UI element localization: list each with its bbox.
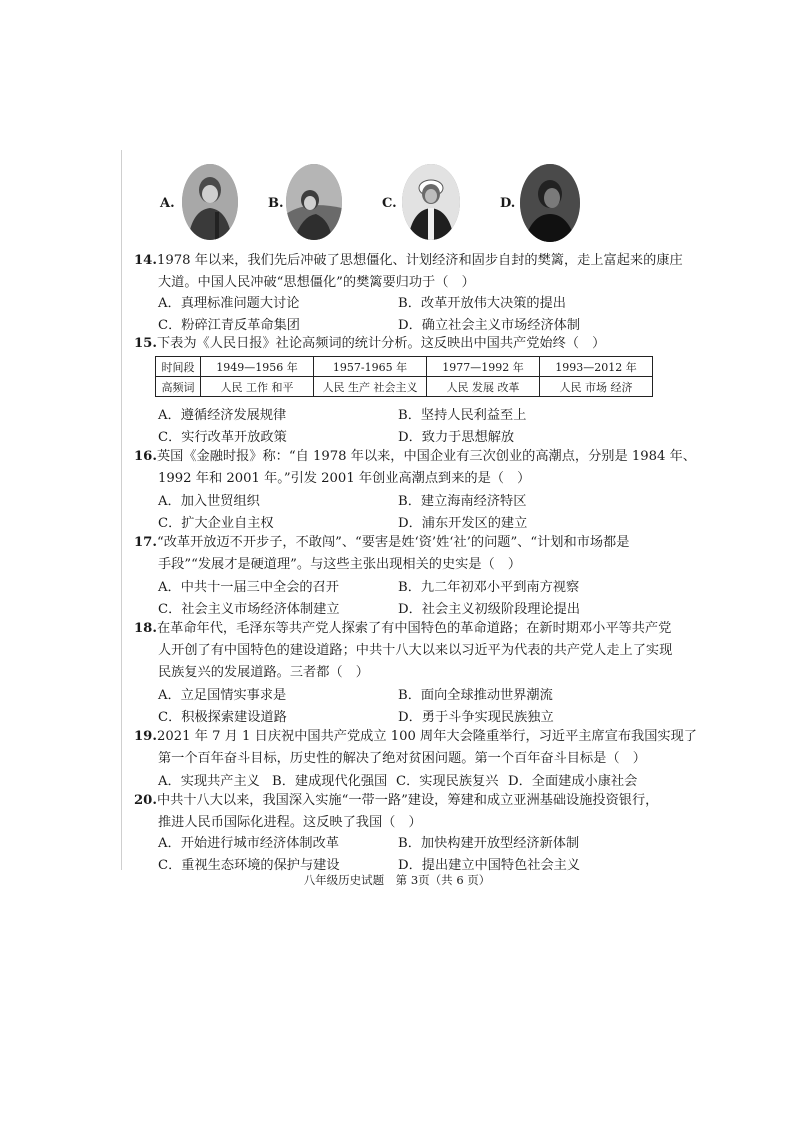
- question-stem-cont: 1992 年和 2001 年。”引发 2001 年创业高潮点到来的是（ ）: [158, 471, 531, 486]
- question-stem: 下表为《人民日报》社论高频词的统计分析。这反映出中国共产党始终（ ）: [156, 336, 606, 351]
- option-a: A．开始进行城市经济体制改革: [158, 836, 339, 851]
- option-d: D．提出建立中国特色社会主义: [398, 858, 581, 873]
- question-number: 19.: [134, 729, 157, 744]
- question-stem-cont: 第一个百年奋斗目标，历史性的解决了绝对贫困问题。第一个百年奋斗目标是（ ）: [158, 751, 646, 766]
- option-a: A．加入世贸组织: [158, 494, 260, 509]
- question-stem-cont: 手段”“发展才是硬道理”。与这些主张出现相关的史实是（ ）: [158, 557, 522, 572]
- option-d: D．致力于思想解放: [398, 430, 515, 445]
- question-15: [134, 333, 654, 355]
- option-a: A．立足国情实事求是: [158, 688, 287, 703]
- table-cell: 人民 工作 和平: [201, 377, 314, 397]
- option-b: B．加快构建开放型经济新体制: [398, 836, 580, 851]
- question-number: 20.: [134, 793, 157, 808]
- option-c: C．粉碎江青反革命集团: [158, 318, 300, 333]
- option-c: C．实行改革开放政策: [158, 430, 287, 445]
- table-row: [156, 357, 653, 377]
- photo-options: [150, 162, 600, 247]
- question-number: 17.: [134, 535, 157, 550]
- option-c: C．实现民族复兴: [396, 774, 499, 789]
- question-stem: 中共十八大以来，我国深入实施“一带一路”建设，筹建和成立亚洲基础设施投资银行，: [156, 793, 659, 808]
- option-b: B．建立海南经济特区: [398, 494, 527, 509]
- question-stem: 2021 年 7 月 1 日庆祝中国共产党成立 100 周年大会隆重举行，习近平主席宣布我国实现了: [156, 729, 697, 744]
- question-16: [134, 446, 696, 490]
- option-a: A．真理标准问题大讨论: [158, 296, 300, 311]
- option-c: C．扩大企业自主权: [158, 516, 274, 531]
- option-c: C．社会主义市场经济体制建立: [158, 602, 340, 617]
- table-cell: 时间段: [156, 357, 201, 377]
- question-number: 16.: [134, 449, 157, 464]
- option-a: A．中共十一届三中全会的召开: [158, 580, 339, 595]
- table-cell: 1977—1992 年: [427, 357, 540, 377]
- question-20: [134, 790, 659, 834]
- option-a: A．实现共产主义: [158, 774, 260, 789]
- option-b: B．坚持人民利益至上: [398, 408, 527, 423]
- table-cell: 高频词: [156, 377, 201, 397]
- question-stem-cont: 推进人民币国际化进程。这反映了我国（ ）: [158, 815, 422, 830]
- question-stem: “改革开放迈不开步子，不敢闯”、“要害是姓‘资’姓‘社’的问题”、“计划和市场都是: [156, 535, 630, 550]
- option-d: D．浦东开发区的建立: [398, 516, 528, 531]
- option-b: B．改革开放伟大决策的提出: [398, 296, 566, 311]
- table-cell: 1949—1956 年: [201, 357, 314, 377]
- option-b: B．面向全球推动世界潮流: [398, 688, 553, 703]
- question-stem: 英国《金融时报》称：“自 1978 年以来，中国企业有三次创业的高潮点，分别是 1984 年、: [156, 449, 696, 464]
- option-d: D．勇于斗争实现民族独立: [398, 710, 554, 725]
- option-letter: C.: [382, 196, 397, 211]
- question-number: 15.: [134, 336, 157, 351]
- option-d: D．全面建成小康社会: [508, 774, 638, 789]
- question-stem: 在革命年代，毛泽东等共产党人探索了有中国特色的革命道路；在新时期邓小平等共产党: [156, 621, 672, 636]
- option-c: C．积极探索建设道路: [158, 710, 287, 725]
- option-letter: D.: [500, 196, 516, 211]
- table-cell: 1957-1965 年: [314, 357, 427, 377]
- soldier-portrait: [182, 164, 238, 240]
- question-17: [134, 532, 654, 576]
- question-stem-cont: 人开创了有中国特色的建设道路；中共十八大以来以习近平为代表的共产党人走上了实现: [158, 643, 673, 658]
- option-d: D．社会主义初级阶段理论提出: [398, 602, 581, 617]
- option-d: D．确立社会主义市场经济体制: [398, 318, 581, 333]
- table-cell: 人民 发展 改革: [427, 377, 540, 397]
- option-a: A．遵循经济发展规律: [158, 408, 287, 423]
- table-cell: 人民 市场 经济: [540, 377, 653, 397]
- question-19: [134, 726, 697, 770]
- table-row: [156, 377, 653, 397]
- question-stem-cont: 大道。中国人民冲破“思想僵化”的樊篱要归功于（ ）: [158, 275, 475, 290]
- question-14: [134, 250, 683, 294]
- option-b: B．建成现代化强国: [272, 774, 388, 789]
- worker-portrait: [286, 164, 342, 240]
- question-stem: 1978 年以来，我们先后冲破了思想僵化、计划经济和固步自封的樊篱，走上富起来的康庄: [156, 253, 683, 268]
- table-cell: 人民 生产 社会主义: [314, 377, 427, 397]
- option-b: B．九二年初邓小平到南方视察: [398, 580, 580, 595]
- frequency-table: [155, 356, 653, 397]
- option-letter: A.: [160, 196, 175, 211]
- option-letter: B.: [268, 196, 284, 211]
- man-portrait: [520, 164, 580, 242]
- option-c: C．重视生态环境的保护与建设: [158, 858, 340, 873]
- question-number: 14.: [134, 253, 157, 268]
- page-footer: 八年级历史试题 第 3页（共 6 页）: [303, 873, 491, 887]
- question-stem-cont: 民族复兴的发展道路。三者都（ ）: [158, 665, 369, 680]
- question-number: 18.: [134, 621, 157, 636]
- question-18: [134, 618, 673, 684]
- farmer-portrait: [402, 164, 460, 240]
- table-cell: 1993—2012 年: [540, 357, 653, 377]
- binding-margin-line: [121, 150, 122, 870]
